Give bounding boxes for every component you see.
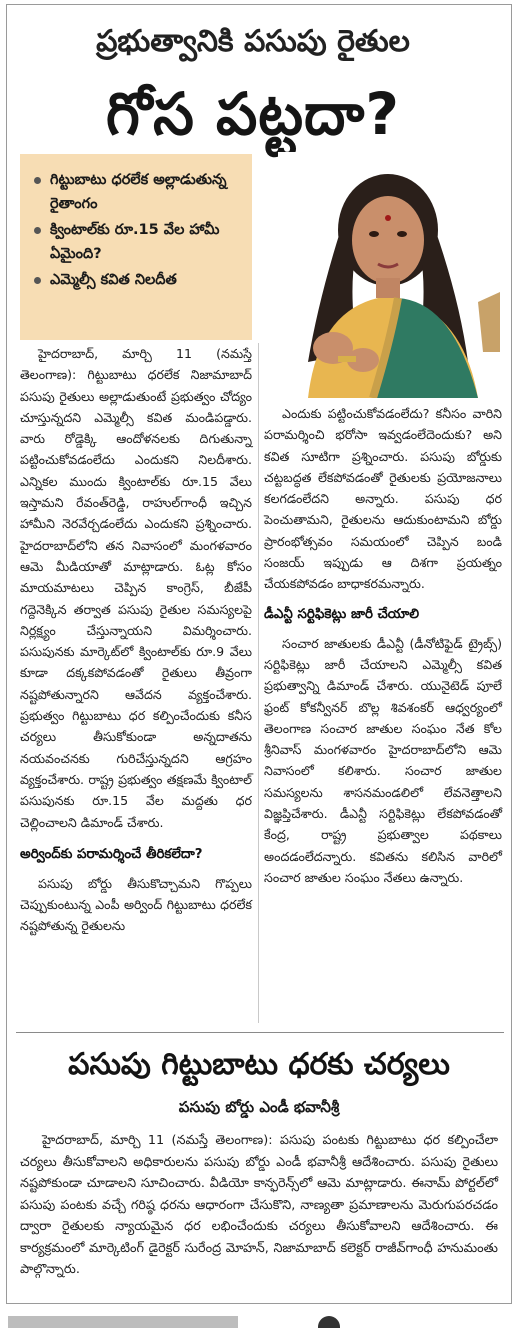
- highlights-box: [20, 154, 252, 340]
- column2-paragraph-1: ఎందుకు పట్టించుకోవడంలేదు? కనీసం వారిని పరామర్శించి భరోసా ఇవ్వడంలేదెందుకు? అని కవిత సూటిగా ప్రశ్నించారు. పసుపు బోర్డుకు చట్టబద్ధత లేకపోవడంతో రైతులకు ప్రయోజనాలు కలగడంలేదని అన్నారు. పసుపు ధర పెంచుతామని, రైతులను ఆదుకుంటామని బోర్డు ప్రారంభోత్సవం సమయంలో చెప్పిన బండి సంజయ్ ఇప్పుడు ఆ దిశగా ప్రయత్నం చేయకపోవడం బాధాకరమన్నారు.: [264, 406, 502, 592]
- highlight-item: ఎమ్మెల్సీ కవిత నిలదీత: [34, 268, 244, 292]
- headline: గోస పట్టదా?: [105, 80, 401, 148]
- next-story-mark: [318, 1316, 340, 1328]
- highlight-item: క్వింటాల్‌కు రూ.15 వేల హామీ ఏమైంది?: [34, 218, 244, 266]
- next-story-strip: [8, 1316, 238, 1328]
- headline-kicker: ప్రభుత్వానికి పసుపు రైతుల: [96, 24, 410, 59]
- portrait-illustration: [278, 152, 500, 398]
- column1-paragraph-1: హైదరాబాద్, మార్చి 11 (నమస్తే తెలంగాణ): గిట్టుబాటు ధరలేక నిజామాబాద్ పసుపు రైతులు అల్లాడుతుంటే ప్రభుత్వం చోద్యం చూస్తున్నదని ఎమ్మెల్సీ కవిత మండిపడ్డారు. వారు రోడ్డెక్కి ఆందోళనలకు దిగుతున్నా పట్టించుకోవడంలేదు ఎందుకని నిలదీశారు. ఎన్నికల ముందు క్వింటాల్‌కు రూ.15 వేలు ఇస్తామని రేవంత్‌రెడ్డి, రాహుల్‌గాంధీ ఇచ్చిన హామీని నెరవేర్చడంలేదు ఎందుకని ప్రశ్నించారు. హైదరాబాద్‌లోని తన నివాసంలో మంగళవారం ఆమె మీడియాతో మాట్లాడారు. ఓట్ల కోసం మాయమాటలు చెప్పిన కాంగ్రెస్, బీజేపీ గద్దెనెక్కిన తర్వాత పసుపు రైతుల సమస్యలపై నిర్లక్ష్యం చేస్తున్నాయని విమర్శించారు. పసుపునకు మార్కెట్‌లో క్వింటాల్‌కు రూ.9 వేలు కూడా దక్కకపోవడంతో రైతులు తీవ్రంగా నష్టపోతున్నారని ఆవేదన వ్యక్తంచేశారు. ప్రభుత్వం గిట్టుబాటు ధర కల్పించేందుకు కనీస చర్యలు తీసుకోకుండా అన్నదాతను నయవంచనకు గురిచేస్తున్నదని ఆగ్రహం వ్యక్తంచేశారు. రాష్ట్ర ప్రభుత్వం తక్షణమే క్వింటాల్ పసుపునకు రూ.15 వేల మద్దతు ధర చెల్లించాలని డిమాండ్ చేశారు.: [20, 346, 252, 830]
- bottom-story-paragraph: హైదరాబాద్, మార్చి 11 (నమస్తే తెలంగాణ): పసుపు పంటకు గిట్టుబాటు ధర కల్పించేలా చర్యలు తీసుకోవాలని అధికారులను పసుపు బోర్డు ఎండీ భవానీశ్రీ ఆదేశించారు. పసుపు రైతులు నష్టపోకుండా చూడాలని సూచించారు. వీడియో కాన్ఫరెన్స్‌లో ఆమె మాట్లాడారు. ఈనామ్ పోర్టల్‌లో పసుపు పంటకు వచ్చే గరిష్ఠ ధరను ఆధారంగా చేసుకొని, నాణ్యతా ప్రమాణాలను మెరుగుపరచడం ద్వారా రైతులకు న్యాయమైన ధర లభించేందుకు చర్యలు తీసుకోవాలని ఆదేశించారు. ఈ కార్యక్రమంలో మార్కెటింగ్ డైరెక్టర్ సురేంద్ర మోహన్, నిజామాబాద్ కలెక్టర్ రాజీవ్‌గాంధీ హనుమంతు పాల్గొన్నారు.: [20, 1133, 498, 1277]
- bottom-story-body: [20, 1130, 498, 1281]
- kavitha-photo: [278, 152, 500, 398]
- highlight-item: గిట్టుబాటు ధరలేక అల్లాడుతున్న రైతాంగం: [34, 168, 244, 216]
- column2-paragraph-2: సంచార జాతులకు డీఎన్టీ (డీనోటిఫైడ్ ట్రైబ్స్) సర్టిఫికెట్లు జారీ చేయాలని ఎమ్మెల్సీ కవిత ప్రభుత్వాన్ని డిమాండ్ చేశారు. యునైటెడ్ పూలే ఫ్రంట్ కోకన్వీనర్ బొల్ల శివశంకర్ ఆధ్వర్యంలో తెలంగాణ సంచార జాతుల సంఘం నేత కోల శ్రీనివాస్ మంగళవారం హైదరాబాద్‌లోని ఆమె నివాసంలో కలిశారు. సంచార జాతుల సమస్యలను శాసనమండలిలో లేవనెత్తాలని విజ్ఞప్తిచేశారు. డీఎన్టీ సర్టిఫికెట్లు లేకపోవడంతో కేంద్ర, రాష్ట్ర ప్రభుత్వాల పథకాలు అందడంలేదన్నారు. కవితను కలిసిన వారిలో సంచార జాతుల సంఘం నేతలు ఉన్నారు.: [264, 635, 502, 885]
- article-column-2: [264, 403, 502, 888]
- column-divider: [258, 343, 259, 1023]
- column2-subhead: డీఎన్టీ సర్టిఫికెట్లు జారీ చేయాలి: [264, 606, 420, 622]
- bottom-story-headline: పసుపు గిట్టుబాటు ధరకు చర్యలు: [68, 1047, 450, 1082]
- bottom-story-subhead: పసుపు బోర్డు ఎండీ భవానీశ్రీ: [178, 1098, 340, 1116]
- section-divider: [16, 1032, 504, 1033]
- article-column-1: [20, 343, 252, 937]
- column1-subhead: అర్వింద్‌కు పరామర్శించే తీరికలేదా?: [20, 846, 203, 862]
- column1-paragraph-2: పసుపు బోర్డు తీసుకొచ్చామని గొప్పలు చెప్పుకుంటున్న ఎంపీ అర్వింద్ గిట్టుబాటు ధరలేక నష్టపోతున్న రైతులను: [20, 875, 252, 934]
